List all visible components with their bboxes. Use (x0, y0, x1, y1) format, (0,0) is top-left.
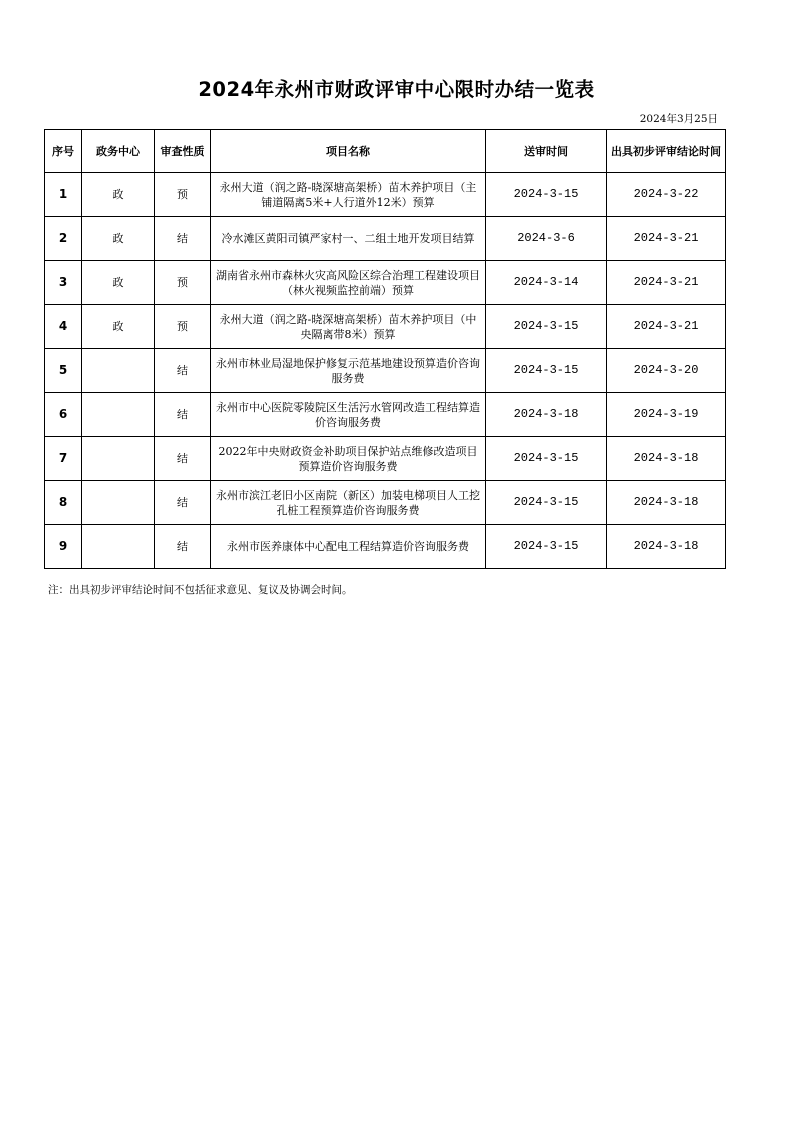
cell-center (82, 481, 155, 525)
table-row (45, 481, 726, 525)
cell-submit-time: 2024-3-15 (486, 525, 607, 569)
table-row (45, 393, 726, 437)
cell-submit-time: 2024-3-6 (486, 217, 607, 261)
table-row (45, 525, 726, 569)
cell-submit-time: 2024-3-15 (486, 173, 607, 217)
cell-nature: 结 (155, 217, 211, 261)
cell-seq: 6 (45, 393, 82, 437)
cell-nature: 预 (155, 305, 211, 349)
cell-project-name: 冷水滩区黄阳司镇严家村一、二组土地开发项目结算 (211, 217, 486, 261)
cell-conclusion-time: 2024-3-18 (607, 437, 726, 481)
header-seq: 序号 (45, 130, 82, 173)
table-row (45, 217, 726, 261)
cell-seq: 4 (45, 305, 82, 349)
cell-submit-time: 2024-3-14 (486, 261, 607, 305)
cell-conclusion-time: 2024-3-18 (607, 525, 726, 569)
cell-submit-time: 2024-3-15 (486, 305, 607, 349)
cell-center (82, 437, 155, 481)
table-row (45, 173, 726, 217)
cell-project-name: 永州市滨江老旧小区南院（新区）加装电梯项目人工挖孔桩工程预算造价咨询服务费 (211, 481, 486, 525)
cell-nature: 结 (155, 437, 211, 481)
cell-seq: 9 (45, 525, 82, 569)
header-project-name: 项目名称 (211, 130, 486, 173)
cell-seq: 8 (45, 481, 82, 525)
table-row (45, 305, 726, 349)
cell-center: 政 (82, 217, 155, 261)
project-table (44, 129, 726, 569)
header-conclusion-time: 出具初步评审结论时间 (607, 130, 726, 173)
table-row (45, 261, 726, 305)
cell-nature: 预 (155, 173, 211, 217)
cell-nature: 预 (155, 261, 211, 305)
document-title: 2024年永州市财政评审中心限时办结一览表 (198, 78, 595, 101)
header-nature: 审查性质 (155, 130, 211, 173)
cell-conclusion-time: 2024-3-21 (607, 217, 726, 261)
cell-conclusion-time: 2024-3-19 (607, 393, 726, 437)
cell-nature: 结 (155, 481, 211, 525)
cell-seq: 2 (45, 217, 82, 261)
cell-submit-time: 2024-3-15 (486, 349, 607, 393)
cell-center (82, 349, 155, 393)
cell-seq: 5 (45, 349, 82, 393)
cell-project-name: 永州大道（润之路-晓深塘高架桥）苗木养护项目（主铺道隔离5米+人行道外12米）预算 (211, 173, 486, 217)
cell-conclusion-time: 2024-3-22 (607, 173, 726, 217)
cell-project-name: 永州市林业局湿地保护修复示范基地建设预算造价咨询服务费 (211, 349, 486, 393)
table-header-row (45, 130, 726, 173)
header-submit-time: 送审时间 (486, 130, 607, 173)
cell-submit-time: 2024-3-15 (486, 481, 607, 525)
cell-nature: 结 (155, 393, 211, 437)
cell-nature: 结 (155, 349, 211, 393)
cell-project-name: 永州市医养康体中心配电工程结算造价咨询服务费 (211, 525, 486, 569)
cell-project-name: 永州大道（润之路-晓深塘高架桥）苗木养护项目（中央隔离带8米）预算 (211, 305, 486, 349)
table-row (45, 437, 726, 481)
cell-conclusion-time: 2024-3-20 (607, 349, 726, 393)
cell-center (82, 525, 155, 569)
cell-project-name: 湖南省永州市森林火灾高风险区综合治理工程建设项目（林火视频监控前端）预算 (211, 261, 486, 305)
cell-submit-time: 2024-3-15 (486, 437, 607, 481)
document-date: 2024年3月25日 (639, 113, 718, 125)
footnote: 注：出具初步评审结论时间不包括征求意见、复议及协调会时间。 (48, 584, 353, 596)
cell-seq: 7 (45, 437, 82, 481)
cell-seq: 3 (45, 261, 82, 305)
cell-project-name: 永州市中心医院零陵院区生活污水管网改造工程结算造价咨询服务费 (211, 393, 486, 437)
cell-conclusion-time: 2024-3-21 (607, 261, 726, 305)
cell-center: 政 (82, 173, 155, 217)
cell-conclusion-time: 2024-3-18 (607, 481, 726, 525)
cell-conclusion-time: 2024-3-21 (607, 305, 726, 349)
cell-project-name: 2022年中央财政资金补助项目保护站点维修改造项目预算造价咨询服务费 (211, 437, 486, 481)
cell-center: 政 (82, 305, 155, 349)
cell-seq: 1 (45, 173, 82, 217)
header-center: 政务中心 (82, 130, 155, 173)
table-row (45, 349, 726, 393)
cell-center: 政 (82, 261, 155, 305)
cell-submit-time: 2024-3-18 (486, 393, 607, 437)
cell-nature: 结 (155, 525, 211, 569)
cell-center (82, 393, 155, 437)
